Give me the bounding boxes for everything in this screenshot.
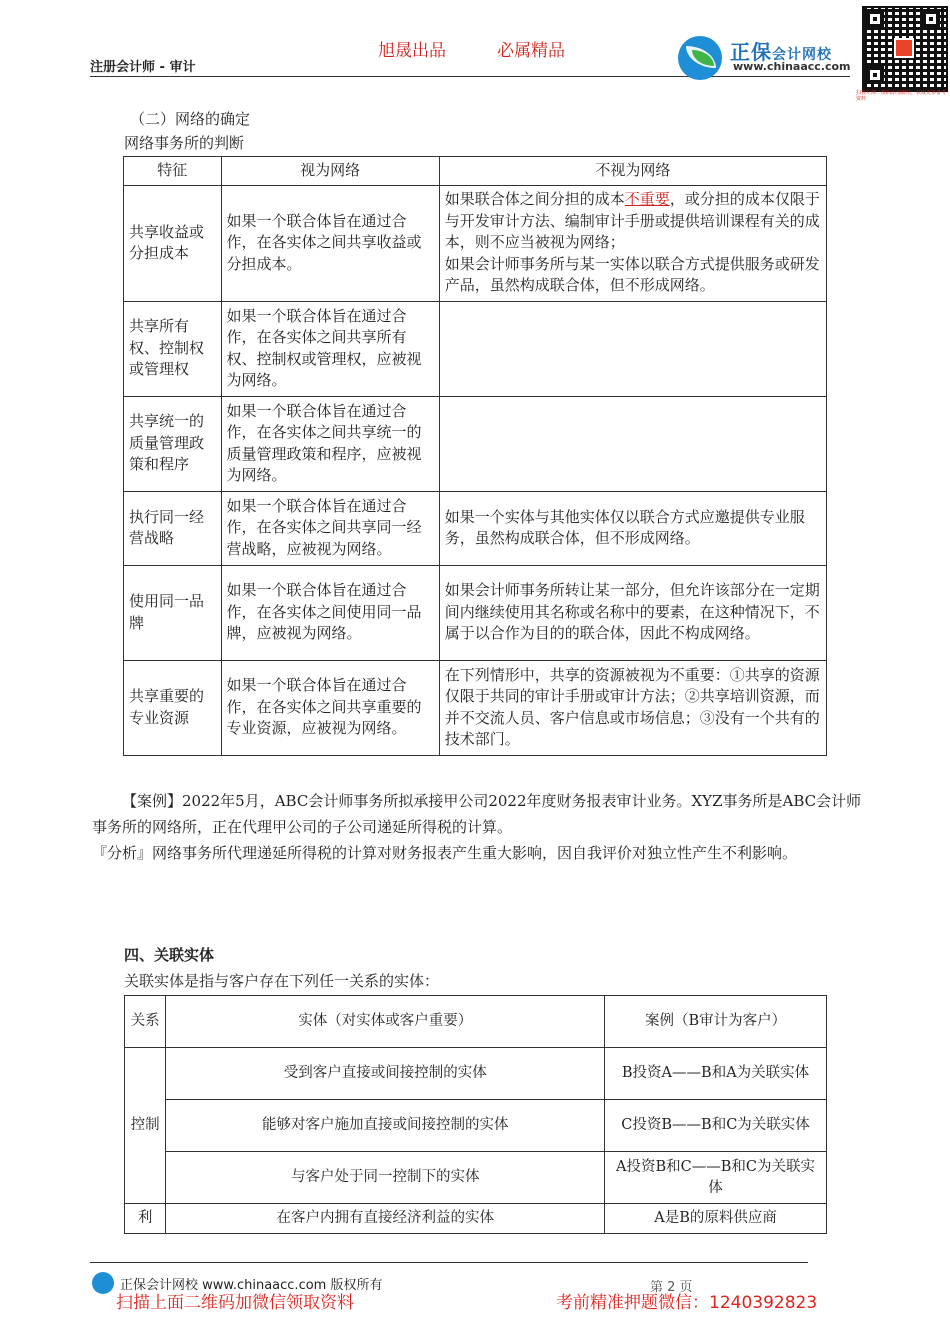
table-header-row bbox=[124, 157, 827, 186]
table-header-row bbox=[125, 996, 827, 1048]
not-important-highlight: 不重要 bbox=[624, 190, 670, 209]
feature-cell: 共享统一的质量管理政策和程序 bbox=[124, 396, 222, 491]
relation-group-interest: 利 bbox=[125, 1204, 166, 1234]
not-network-cell: 在下列情形中，共享的资源被视为不重要：①共享的资源仅限于共同的审计手册或审计方法；②共享培训资源，而并不交流人员、客户信息或市场信息；③没有一个共有的技术部门。 bbox=[439, 660, 826, 755]
example-cell: A投资B和C——B和C为关联实体 bbox=[605, 1152, 827, 1204]
footer-page-number: 第 2 页 bbox=[650, 1280, 693, 1295]
brand-url: www.chinaacc.com bbox=[733, 60, 851, 73]
qr-finder-icon bbox=[866, 66, 884, 84]
table-row bbox=[124, 301, 827, 396]
footer-promo-left: 扫描上面二维码加微信领取资料 bbox=[116, 1293, 354, 1313]
case-analysis: 『分析』网络事务所代理递延所得税的计算对财务报表产生重大影响，因自我评价对独立性产生不利影响。 bbox=[92, 844, 798, 862]
entity-cell: 受到客户直接或间接控制的实体 bbox=[166, 1048, 605, 1100]
table-header-cell: 案例（B审计为客户） bbox=[605, 996, 827, 1048]
footer-divider bbox=[90, 1262, 808, 1263]
not-network-text: 如果联合体之间分担的成本 bbox=[444, 190, 625, 209]
footer-logo-icon bbox=[92, 1272, 114, 1294]
not-network-text: ，或分担的成本仅限于与开发审计方法、编制审计手册或提供培训课程有关的成本，则不应当被视为网络； bbox=[444, 190, 820, 252]
network-judgement-table bbox=[123, 156, 827, 756]
qr-finder-icon bbox=[866, 10, 884, 28]
section-four-intro: 关联实体是指与客户存在下列任一关系的实体： bbox=[124, 972, 440, 990]
table-row bbox=[124, 396, 827, 491]
qr-caption: 扫描左侧二维码添加微信，获取更多备考资料 bbox=[856, 90, 947, 102]
table-row bbox=[124, 491, 827, 565]
qr-finder-icon bbox=[922, 10, 940, 28]
not-network-cell: 如果会计师事务所转让某一部分，但允许该部分在一定期间内继续使用其名称或名称中的要素，在这种情况下，不属于以合作为目的的联合体，因此不构成网络。 bbox=[439, 565, 826, 660]
network-cell: 如果一个联合体旨在通过合作，在各实体之间共享收益或分担成本。 bbox=[221, 185, 439, 301]
brand-name-main: 正保 bbox=[730, 40, 772, 64]
footer-promo-right: 考前精准押题微信：1240392823 bbox=[556, 1293, 818, 1313]
network-cell: 如果一个联合体旨在通过合作，在各实体之间共享同一经营战略，应被视为网络。 bbox=[221, 491, 439, 565]
feature-cell: 执行同一经营战略 bbox=[124, 491, 222, 565]
table-row bbox=[125, 1204, 827, 1234]
header-course-title: 注册会计师 - 审计 bbox=[90, 60, 196, 75]
table-header-cell: 关系 bbox=[125, 996, 166, 1048]
table-header-cell: 特征 bbox=[124, 157, 222, 186]
table-row bbox=[124, 185, 827, 301]
header-divider bbox=[90, 76, 850, 77]
brand-name-sub: 会计网校 bbox=[772, 47, 832, 63]
table-row bbox=[125, 1152, 827, 1204]
example-cell: A是B的原料供应商 bbox=[605, 1204, 827, 1234]
table-row bbox=[124, 660, 827, 755]
table-header-cell: 视为网络 bbox=[221, 157, 439, 186]
qr-center-logo-icon bbox=[894, 38, 914, 58]
network-cell: 如果一个联合体旨在通过合作，在各实体之间使用同一品牌，应被视为网络。 bbox=[221, 565, 439, 660]
not-network-cell: 如果一个实体与其他实体仅以联合方式应邀提供专业服务，虽然构成联合体，但不形成网络。 bbox=[439, 491, 826, 565]
header-slogan-right: 必属精品 bbox=[497, 41, 565, 61]
feature-cell: 共享重要的专业资源 bbox=[124, 660, 222, 755]
example-cell: B投资A——B和A为关联实体 bbox=[605, 1048, 827, 1100]
section-subtitle: 网络事务所的判断 bbox=[124, 134, 245, 152]
table-row bbox=[125, 1048, 827, 1100]
entity-cell: 与客户处于同一控制下的实体 bbox=[166, 1152, 605, 1204]
table-row bbox=[124, 565, 827, 660]
table-header-cell: 实体（对实体或客户重要） bbox=[166, 996, 605, 1048]
not-network-cell bbox=[439, 396, 826, 491]
not-network-cell bbox=[439, 301, 826, 396]
entity-cell: 能够对客户施加直接或间接控制的实体 bbox=[166, 1100, 605, 1152]
section-title: （二）网络的确定 bbox=[130, 110, 251, 128]
relation-group-control: 控制 bbox=[125, 1048, 166, 1204]
case-text: 【案例】2022年5月，ABC会计师事务所拟承接甲公司2022年度财务报表审计业务。XYZ事务所是ABC会计师事务所的网络所，正在代理甲公司的子公司递延所得税的计算。 bbox=[92, 792, 862, 836]
header-slogan-left: 旭晟出品 bbox=[378, 41, 446, 61]
example-cell: C投资B——B和C为关联实体 bbox=[605, 1100, 827, 1152]
feature-cell: 共享所有权、控制权或管理权 bbox=[124, 301, 222, 396]
network-cell: 如果一个联合体旨在通过合作，在各实体之间共享所有权、控制权或管理权，应被视为网络。 bbox=[221, 301, 439, 396]
related-entity-table bbox=[124, 995, 827, 1234]
table-header-cell: 不视为网络 bbox=[439, 157, 826, 186]
network-cell: 如果一个联合体旨在通过合作，在各实体之间共享统一的质量管理政策和程序，应被视为网络。 bbox=[221, 396, 439, 491]
footer-copyright: 正保会计网校 www.chinaacc.com 版权所有 bbox=[120, 1278, 383, 1293]
table-row bbox=[125, 1100, 827, 1152]
section-four-title: 四、关联实体 bbox=[124, 946, 215, 964]
entity-cell: 在客户内拥有直接经济利益的实体 bbox=[166, 1204, 605, 1234]
network-cell: 如果一个联合体旨在通过合作，在各实体之间共享重要的专业资源，应被视为网络。 bbox=[221, 660, 439, 755]
not-network-text: 如果会计师事务所与某一实体以联合方式提供服务或研发产品，虽然构成联合体，但不形成网络。 bbox=[444, 254, 820, 295]
not-network-cell bbox=[439, 185, 826, 301]
feature-cell: 共享收益或分担成本 bbox=[124, 185, 222, 301]
feature-cell: 使用同一品牌 bbox=[124, 565, 222, 660]
